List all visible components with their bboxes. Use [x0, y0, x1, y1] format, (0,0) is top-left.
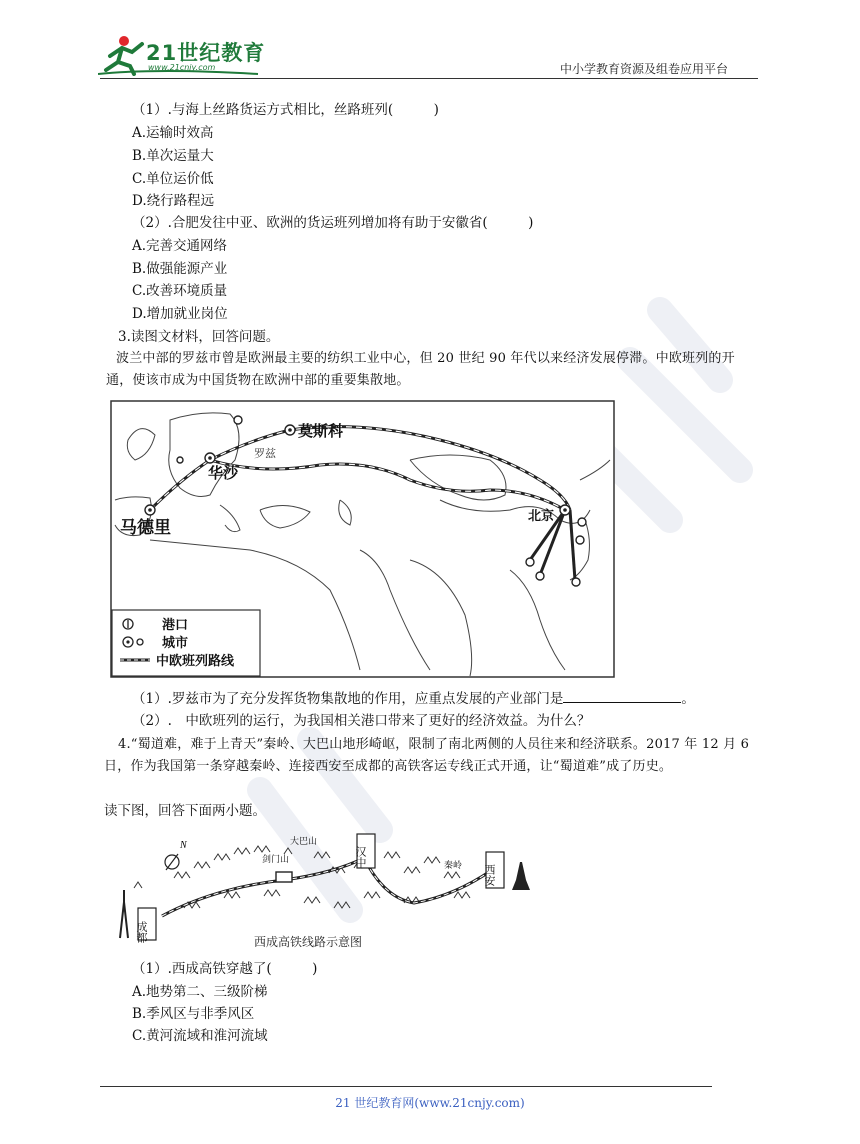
q2-sub2-option-a[interactable]: A.完善交通网络	[132, 238, 228, 254]
figure-daba: 大巴山	[290, 836, 318, 846]
logo-url: www.21cnjy.com	[148, 63, 216, 72]
q4-sub1-stem: （1）.西成高铁穿越了( )	[132, 961, 318, 977]
q4-instruction: 读下图，回答下面两小题。	[104, 803, 266, 819]
q3-sub1	[132, 690, 695, 708]
q4-sub1-option-b[interactable]: B.季风区与非季风区	[132, 1006, 255, 1022]
figure-chengdu: 成都	[135, 921, 147, 943]
footer-link[interactable]: 21 世纪教育网(www.21cnjy.com)	[335, 1096, 525, 1110]
platform-title: 中小学教育资源及组卷应用平台	[560, 62, 729, 76]
figure-jianmen: 剑门山	[262, 854, 290, 864]
logo-text: 21世纪教育	[146, 41, 266, 65]
q2-sub1-option-c[interactable]: C.单位运价低	[132, 171, 214, 187]
q2-sub1-option-d[interactable]: D.绕行路程远	[132, 193, 215, 209]
q3-title: 3.读图文材料，回答问题。	[118, 329, 280, 345]
figure-hanzhong: 汉中	[354, 846, 366, 868]
figure-north-label: N	[180, 840, 187, 851]
footer-rule	[100, 1086, 712, 1087]
q3-sub1-end: 。	[681, 691, 695, 707]
q2-sub2-option-d[interactable]: D.增加就业岗位	[132, 306, 228, 322]
map-label-beijing: 北京	[528, 508, 555, 523]
q3-material: 波兰中部的罗兹市曾是欧洲最主要的纺织工业中心，但 20 世纪 90 年代以来经济发展停滞。中欧班列的开通，使该市成为中国货物在欧洲中部的重要集散地。	[106, 351, 735, 388]
q2-sub2-stem: （2）.合肥发往中亚、欧洲的货运班列增加将有助于安徽省( )	[132, 215, 534, 231]
map-label-madrid: 马德里	[120, 518, 171, 537]
q2-sub2-option-c[interactable]: C.改善环境质量	[132, 283, 228, 299]
q4-sub1-option-a[interactable]: A.地势第二、三级阶梯	[132, 984, 268, 1000]
china-europe-railway-map	[110, 400, 615, 678]
header-rule	[100, 78, 758, 79]
legend-city: 城市	[162, 635, 189, 650]
figure-caption: 西成高铁线路示意图	[254, 935, 363, 949]
legend-port: 港口	[162, 617, 189, 632]
q2-sub1-option-a[interactable]: A.运输时效高	[132, 125, 214, 141]
map-label-lodz: 罗兹	[254, 448, 276, 460]
q2-sub2-option-b[interactable]: B.做强能源产业	[132, 261, 228, 277]
xicheng-railway-figure	[114, 818, 544, 953]
q4-sub1-option-c[interactable]: C.黄河流域和淮河流域	[132, 1028, 268, 1044]
q2-sub1-option-b[interactable]: B.单次运量大	[132, 148, 214, 164]
q2-sub1-stem: （1）.与海上丝路货运方式相比，丝路班列( )	[132, 102, 439, 118]
figure-xian: 西安	[483, 864, 495, 886]
q4-material: 4.“蜀道难，难于上青天”秦岭、大巴山地形崎岖，限制了南北两侧的人员往来和经济联系。2017 年 12 月 6 日，作为我国第一条穿越秦岭、连接西安至成都的高铁客运专线正式开通，让“蜀道难”成了历史。	[104, 737, 750, 774]
q3-sub2: （2）. 中欧班列的运行，为我国相关港口带来了更好的经济效益。为什么？	[132, 713, 591, 729]
figure-qinling: 秦岭	[444, 860, 463, 870]
q3-sub1-answer-blank[interactable]	[563, 690, 681, 703]
q3-sub1-text: （1）.罗兹市为了充分发挥货物集散地的作用，应重点发展的产业部门是	[132, 691, 564, 707]
map-label-moscow: 莫斯科	[298, 423, 344, 440]
map-label-warsaw: 华沙	[208, 465, 239, 482]
legend-route: 中欧班列路线	[156, 653, 235, 668]
